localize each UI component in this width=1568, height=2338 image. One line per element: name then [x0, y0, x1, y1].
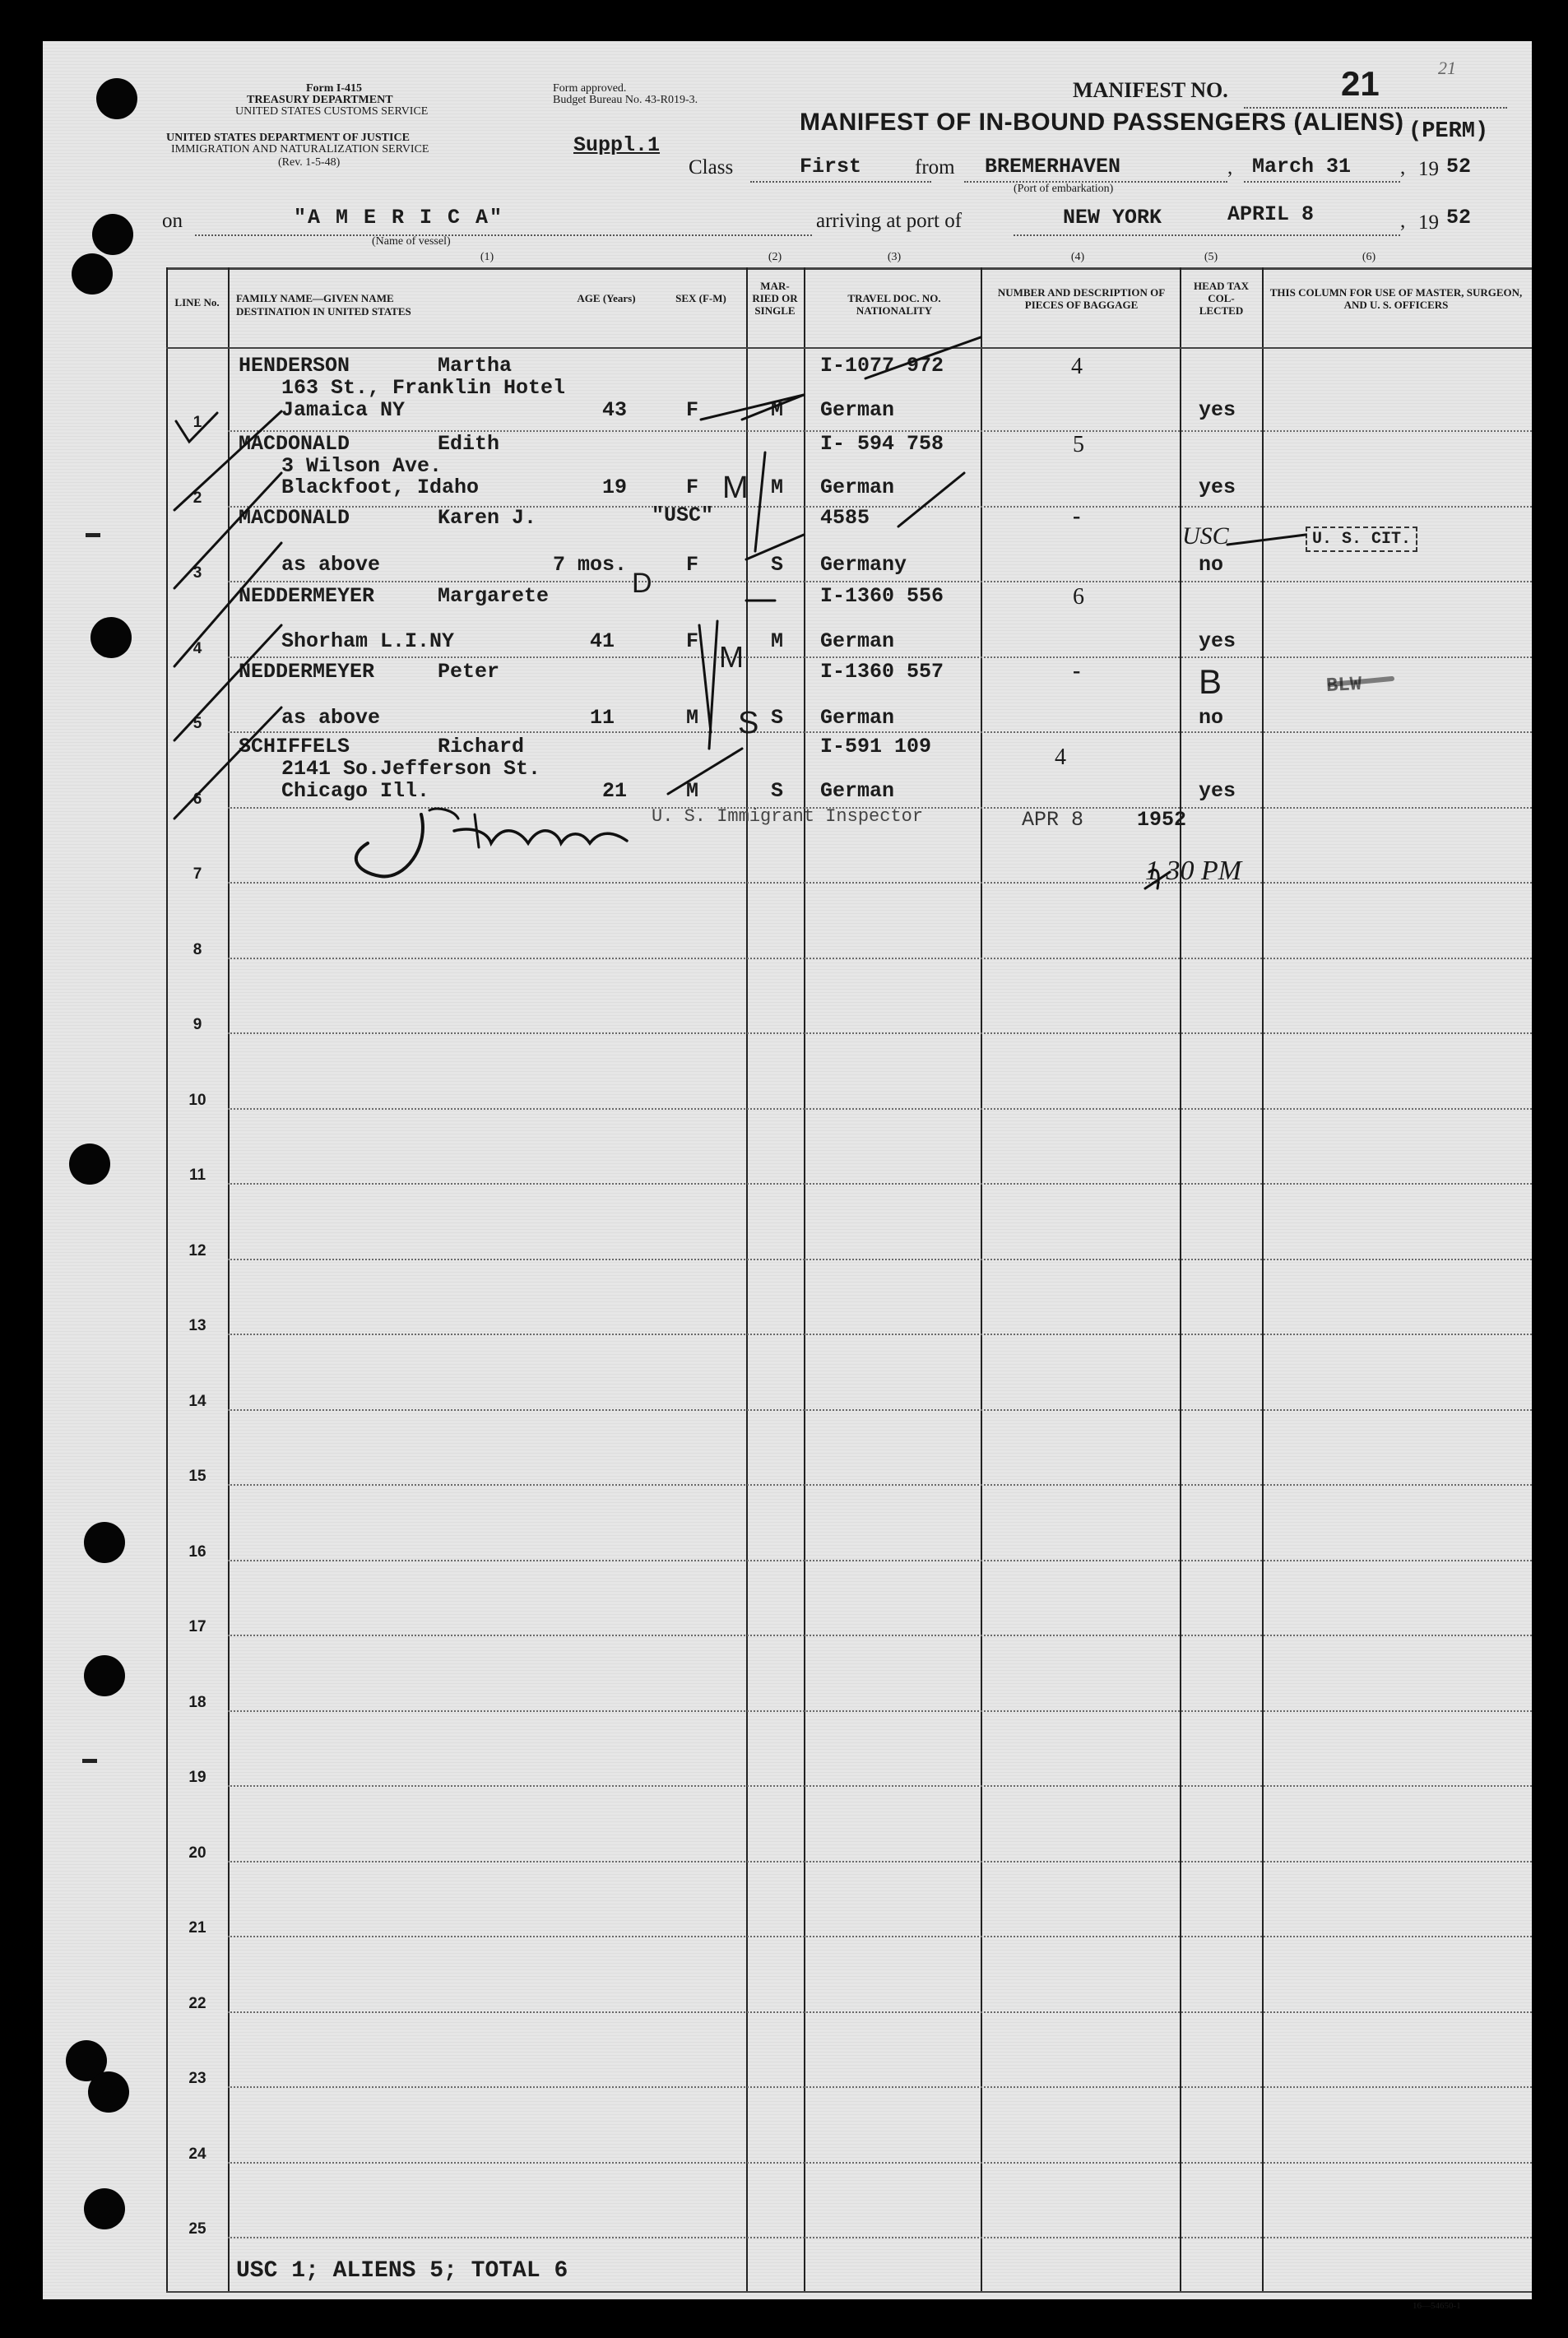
handwritten-m: M — [722, 471, 749, 505]
line-number: 19 — [188, 1769, 206, 1786]
marital-status: M — [771, 398, 784, 422]
row-rule — [228, 1936, 1532, 1937]
given-name: Peter — [438, 660, 500, 684]
address-line: 163 St., Franklin Hotel — [281, 376, 566, 400]
line-number: 21 — [188, 1919, 206, 1937]
departure-year: 52 — [1446, 155, 1472, 179]
manifest-sheet: Form I-415 TREASURY DEPARTMENT UNITED STATES CUSTOMS SERVICE UNITED STATES DEPARTMENT OF JUSTICE IMMIGRATION AND NATURALIZATION SERVICE (Rev. 1-5-48) Form approved. Budget Bureau No. 43-R019-3. Suppl.1 MANIFEST NO. 21 21 MANIFEST OF IN-BOUND PASSENGERS (ALIENS) (PERM) Class First from BREMERHAVEN (Port of embarkation) , March 31 , 19 52 on "A M E R I C A" (Name of vessel) arriving at port of NEW YORK APRIL 8 , 19 52 (1) (2) (3) (4) (5) (6) LINE No. FAMILY NAME—GIVEN NAME DESTINATION IN UNITED STATES AGE (Years) SEX (F-M) MAR-RIED OR SINGLE TRAVEL DOC. NO. NATIONALITY NUMBER AND DESCRIPTION OF PIECES OF BAGGAGE HEAD TAX COL-LECTED THIS COLUMN FOR USE OF MASTER, SURGEON, AND U. S. OFFICERS 1 2 3 4 5 6 7 8 9 10 11 12 13 14 15 16 17 18 19 20 21 22 23 24 25 HENDERSON Martha 163 St., Franklin Hotel Jamaica NY 43 F M I-1077 972 German 4 yes MACDONALD Edith 3 Wilson Ave. Blackfoot, Idaho 19 F M I- 594 758 German 5 yes MACDONALD Karen J. "USC" as above 7 mos. F S 4585 Germany - no NEDDERMEYER Margarete Shorham L.I.NY 41 F M I-1360 556 German 6 yes NEDDERMEYER Peter as above 11 M S I-1360 557 German - no SCHIFFELS Richard 2141 So.Jefferson St. Chicago Ill. 21 M S I-591 109 German 4 yes U. S. Immigrant Inspector APR 8 1952 1 30 PM USC U. S. CIT. B BLW M M D S USC 1; ALIENS 5; TOTAL 6 16—54650-1 — [43, 41, 1532, 2299]
marital-status: M — [771, 475, 784, 499]
given-name: Martha — [438, 354, 513, 378]
handwritten-d: D — [632, 568, 652, 599]
baggage-count: 4 — [1071, 354, 1083, 379]
address-line: 3 Wilson Ave. — [281, 454, 443, 478]
sex: M — [686, 706, 699, 730]
head-tax: yes — [1199, 779, 1236, 803]
line-number: 9 — [193, 1016, 202, 1033]
inspection-date: APR 8 — [1022, 808, 1084, 832]
line-number: 11 — [188, 1167, 206, 1184]
marital-status: S — [771, 553, 784, 577]
manifest-number: 21 — [1341, 64, 1380, 103]
head-tax: yes — [1199, 475, 1236, 499]
row-rule — [228, 1409, 1532, 1411]
line-number: 7 — [193, 865, 202, 883]
row-rule — [228, 2162, 1532, 2164]
usc-margin-note: USC — [1182, 522, 1229, 550]
row-rule — [228, 1861, 1532, 1863]
row-rule — [228, 1560, 1532, 1561]
age: 21 — [602, 779, 628, 803]
line-number: 12 — [188, 1242, 206, 1259]
sex: F — [686, 553, 699, 577]
sex: M — [686, 779, 699, 803]
form-approved: Form approved. — [553, 82, 627, 95]
line-number: 4 — [193, 640, 202, 657]
row-rule — [228, 958, 1532, 959]
row-rule — [228, 1183, 1532, 1185]
marital-status: M — [771, 629, 784, 653]
arrival-year: 52 — [1446, 206, 1472, 230]
row-rule — [228, 1484, 1532, 1486]
line-number: 18 — [188, 1694, 206, 1711]
margin-mark — [82, 1759, 97, 1763]
travel-doc-no: I- 594 758 — [820, 432, 944, 456]
row-rule — [228, 1108, 1532, 1110]
arrival-date: APRIL 8 — [1227, 202, 1315, 226]
travel-doc-no: I-1077 972 — [820, 354, 944, 378]
smudged-stamp: BLW — [1325, 673, 1362, 698]
age: 7 mos. — [553, 553, 628, 577]
line-number: 6 — [193, 791, 202, 808]
justice-dept: UNITED STATES DEPARTMENT OF JUSTICE — [166, 132, 410, 144]
address-city: Blackfoot, Idaho — [281, 475, 480, 499]
sex: F — [686, 629, 699, 653]
customs-service: UNITED STATES CUSTOMS SERVICE — [235, 105, 429, 118]
column-number-5: (5) — [1204, 251, 1218, 263]
manifest-title: MANIFEST OF IN-BOUND PASSENGERS (ALIENS) — [800, 109, 1404, 136]
usc-note: "USC" — [652, 503, 714, 527]
address-city: as above — [281, 706, 381, 730]
us-citizen-stamp: U. S. CIT. — [1306, 527, 1417, 552]
line-number: 22 — [188, 1995, 206, 2012]
nationality: Germany — [820, 553, 907, 577]
form-revision: (Rev. 1-5-48) — [278, 156, 341, 169]
family-name: NEDDERMEYER — [239, 584, 375, 608]
class-value: First — [800, 155, 862, 179]
punch-hole — [69, 1143, 110, 1185]
footer-code: 16—54650-1 — [1413, 2301, 1461, 2311]
line-number: 17 — [188, 1618, 206, 1635]
age: 43 — [602, 398, 628, 422]
vessel-caption: (Name of vessel) — [372, 235, 451, 248]
age: 11 — [590, 706, 615, 730]
baggage-count: - — [1073, 658, 1081, 684]
line-number: 2 — [193, 489, 202, 507]
header-line-no: LINE No. — [174, 296, 220, 308]
punch-hole — [84, 2188, 125, 2229]
arrival-port: NEW YORK — [1063, 206, 1162, 230]
family-name: MACDONALD — [239, 432, 350, 456]
travel-doc-no: I-1360 556 — [820, 584, 944, 608]
age: 41 — [590, 629, 615, 653]
column-number-6: (6) — [1362, 251, 1376, 263]
port-embarkation-caption: (Port of embarkation) — [1014, 183, 1114, 195]
nationality: German — [820, 706, 895, 730]
class-label: Class — [689, 156, 734, 179]
row-rule — [228, 2086, 1532, 2088]
nationality: German — [820, 475, 895, 499]
line-number: 25 — [188, 2220, 206, 2238]
punch-hole — [88, 2071, 129, 2113]
line-number: 15 — [188, 1468, 206, 1485]
row-rule — [228, 2237, 1532, 2238]
line-number: 20 — [188, 1844, 206, 1862]
row-rule — [228, 1259, 1532, 1260]
inspector-title: U. S. Immigrant Inspector — [652, 806, 924, 827]
marital-status: S — [771, 779, 784, 803]
nationality: German — [820, 629, 895, 653]
age: 19 — [602, 475, 628, 499]
travel-doc-no: I-1360 557 — [820, 660, 944, 684]
family-name: MACDONALD — [239, 506, 350, 530]
arriving-label: arriving at port of — [816, 210, 963, 232]
inspection-time: 1 30 PM — [1145, 856, 1242, 886]
punch-hole — [84, 1655, 125, 1696]
head-tax: no — [1199, 706, 1224, 730]
header-baggage: NUMBER AND DESCRIPTION OF PIECES OF BAGGAGE — [997, 286, 1166, 311]
header-name: FAMILY NAME—GIVEN NAME — [236, 292, 394, 304]
departure-year-prefix: 19 — [1418, 158, 1439, 180]
arrival-year-prefix: 19 — [1418, 211, 1439, 234]
line-number: 10 — [188, 1092, 206, 1109]
row-rule — [228, 1334, 1532, 1335]
header-officers: THIS COLUMN FOR USE OF MASTER, SURGEON, AND U. S. OFFICERS — [1269, 286, 1523, 311]
sex: F — [686, 475, 699, 499]
budget-bureau: Budget Bureau No. 43-R019-3. — [553, 94, 698, 106]
line-number: 13 — [188, 1317, 206, 1334]
header-age: AGE (Years) — [577, 292, 636, 304]
baggage-count: 6 — [1073, 584, 1084, 610]
vessel-name: "A M E R I C A" — [294, 206, 504, 230]
row-rule — [228, 2011, 1532, 2013]
row-rule — [228, 1032, 1532, 1034]
treasury-dept: TREASURY DEPARTMENT — [247, 94, 393, 106]
line-number: 14 — [188, 1393, 206, 1410]
line-number: 8 — [193, 941, 202, 958]
family-name: NEDDERMEYER — [239, 660, 375, 684]
header-travel-doc: TRAVEL DOC. NO. NATIONALITY — [847, 292, 941, 317]
form-number: Form I-415 — [306, 82, 363, 95]
manifest-no-label: MANIFEST NO. — [1073, 78, 1228, 102]
baggage-count: 5 — [1073, 432, 1084, 457]
handwritten-marks — [43, 41, 1532, 946]
punch-hole — [84, 1522, 125, 1563]
line-number: 16 — [188, 1543, 206, 1561]
row-rule — [228, 1785, 1532, 1787]
line-number: 3 — [193, 564, 202, 582]
totals-summary: USC 1; ALIENS 5; TOTAL 6 — [236, 2258, 568, 2284]
column-number-3: (3) — [887, 251, 902, 263]
column-number-1: (1) — [480, 251, 494, 263]
head-tax: yes — [1199, 629, 1236, 653]
nationality: German — [820, 398, 895, 422]
from-label: from — [915, 156, 955, 179]
row-rule — [228, 1710, 1532, 1712]
address-city: Jamaica NY — [281, 398, 406, 422]
column-number-4: (4) — [1070, 251, 1085, 263]
nationality: German — [820, 779, 895, 803]
header-sex: SEX (F-M) — [675, 292, 726, 304]
marital-status: S — [771, 706, 784, 730]
ins-service: IMMIGRATION AND NATURALIZATION SERVICE — [171, 143, 429, 155]
travel-doc-no: I-591 109 — [820, 735, 932, 758]
head-tax: no — [1199, 553, 1224, 577]
given-name: Margarete — [438, 584, 550, 608]
travel-doc-no: 4585 — [820, 506, 870, 530]
given-name: Karen J. — [438, 506, 537, 530]
on-label: on — [162, 210, 183, 232]
line-number: 5 — [193, 715, 202, 732]
address-city: Shorham L.I.NY — [281, 629, 455, 653]
family-name: SCHIFFELS — [239, 735, 350, 758]
row-rule — [228, 1635, 1532, 1636]
baggage-count: - — [1073, 503, 1081, 529]
baggage-count: 4 — [1055, 745, 1066, 770]
head-tax: yes — [1199, 398, 1236, 422]
departure-date: March 31 — [1252, 155, 1352, 179]
family-name: HENDERSON — [239, 354, 350, 378]
handwritten-m: M — [719, 640, 744, 674]
address-city: as above — [281, 553, 381, 577]
handwritten-s: S — [738, 706, 759, 740]
line-number: 1 — [193, 414, 202, 431]
inspection-year: 1952 — [1137, 808, 1187, 832]
supplement-number: Suppl.1 — [573, 133, 661, 157]
given-name: Richard — [438, 735, 525, 758]
header-destination: DESTINATION IN UNITED STATES — [236, 305, 411, 318]
port-of-embarkation: BREMERHAVEN — [985, 155, 1121, 179]
line-number: 24 — [188, 2145, 206, 2163]
perm-annotation: (PERM) — [1408, 119, 1489, 144]
check-icon — [176, 413, 217, 442]
sex: F — [686, 398, 699, 422]
b-mark: B — [1199, 662, 1222, 701]
address-line: 2141 So.Jefferson St. — [281, 757, 541, 781]
header-head-tax: HEAD TAX COL-LECTED — [1193, 280, 1250, 317]
manifest-number-pencil: 21 — [1438, 58, 1456, 78]
line-number: 23 — [188, 2070, 206, 2087]
header-married: MAR-RIED OR SINGLE — [752, 280, 798, 317]
column-number-2: (2) — [768, 251, 782, 263]
given-name: Edith — [438, 432, 500, 456]
address-city: Chicago Ill. — [281, 779, 430, 803]
